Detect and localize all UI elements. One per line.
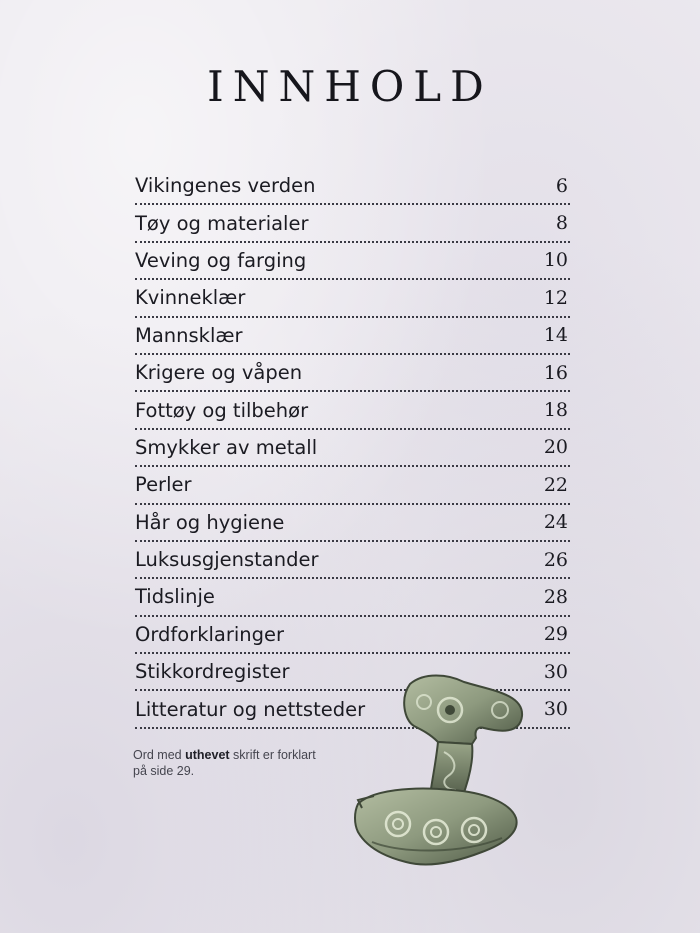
toc-entry (135, 430, 570, 467)
toc-entry-page: 6 (555, 174, 568, 197)
thors-hammer-amulet-icon (352, 672, 530, 872)
glossary-note-prefix: Ord med (133, 748, 186, 762)
toc-entry (135, 280, 570, 317)
glossary-note (133, 747, 333, 779)
toc-entry-label: Veving og farging (135, 248, 307, 272)
page-title: INNHOLD (207, 62, 493, 111)
toc-entry-page: 14 (543, 324, 568, 347)
toc-entry (135, 467, 570, 504)
toc-entry (135, 243, 570, 280)
toc-entry-label: Smykker av metall (135, 435, 318, 459)
toc-entry (135, 355, 570, 392)
toc-entry-label: Mannsklær (135, 323, 243, 347)
toc-entry-label: Perler (135, 473, 192, 497)
toc-entry-label: Tøy og materialer (135, 211, 309, 235)
toc-entry-label: Ordforklaringer (135, 622, 285, 646)
toc-entry-label: Litteratur og nettsteder (135, 697, 366, 721)
toc-entry-label: Hår og hygiene (135, 510, 285, 534)
toc-entry-page: 12 (543, 286, 568, 309)
toc-entry-page: 30 (543, 698, 568, 721)
toc-entry-label: Krigere og våpen (135, 361, 303, 385)
toc-entry-page: 16 (543, 361, 568, 384)
toc-entry (135, 505, 570, 542)
toc-entry-page: 8 (555, 212, 568, 235)
toc-entry-label: Kvinneklær (135, 286, 246, 310)
toc-entry (135, 168, 570, 205)
toc-entry (135, 205, 570, 242)
toc-entry-label: Stikkordregister (135, 660, 290, 684)
toc-entry-label: Vikingenes verden (135, 174, 316, 198)
toc-entry-label: Fottøy og tilbehør (135, 398, 309, 422)
toc-entry-page: 18 (543, 399, 568, 422)
toc-entry (135, 392, 570, 429)
toc-entry-page: 28 (543, 585, 568, 608)
toc-entry-page: 22 (543, 473, 568, 496)
toc-entry (135, 318, 570, 355)
toc-entry-page: 20 (543, 436, 568, 459)
glossary-note-suffix: skrift er forklart på side 29. (133, 748, 316, 778)
toc-entry-page: 10 (543, 249, 568, 272)
toc-entry-page: 30 (543, 660, 568, 683)
toc-entry-page: 26 (543, 548, 568, 571)
toc-entry-page: 29 (543, 623, 568, 646)
glossary-note-emphasis: uthevet (185, 748, 230, 762)
toc-entry (135, 617, 570, 654)
toc-entry-label: Luksusgjenstander (135, 548, 319, 572)
table-of-contents (135, 168, 570, 729)
toc-entry-page: 24 (543, 511, 568, 534)
toc-entry-label: Tidslinje (135, 585, 215, 609)
toc-entry (135, 579, 570, 616)
toc-entry (135, 542, 570, 579)
